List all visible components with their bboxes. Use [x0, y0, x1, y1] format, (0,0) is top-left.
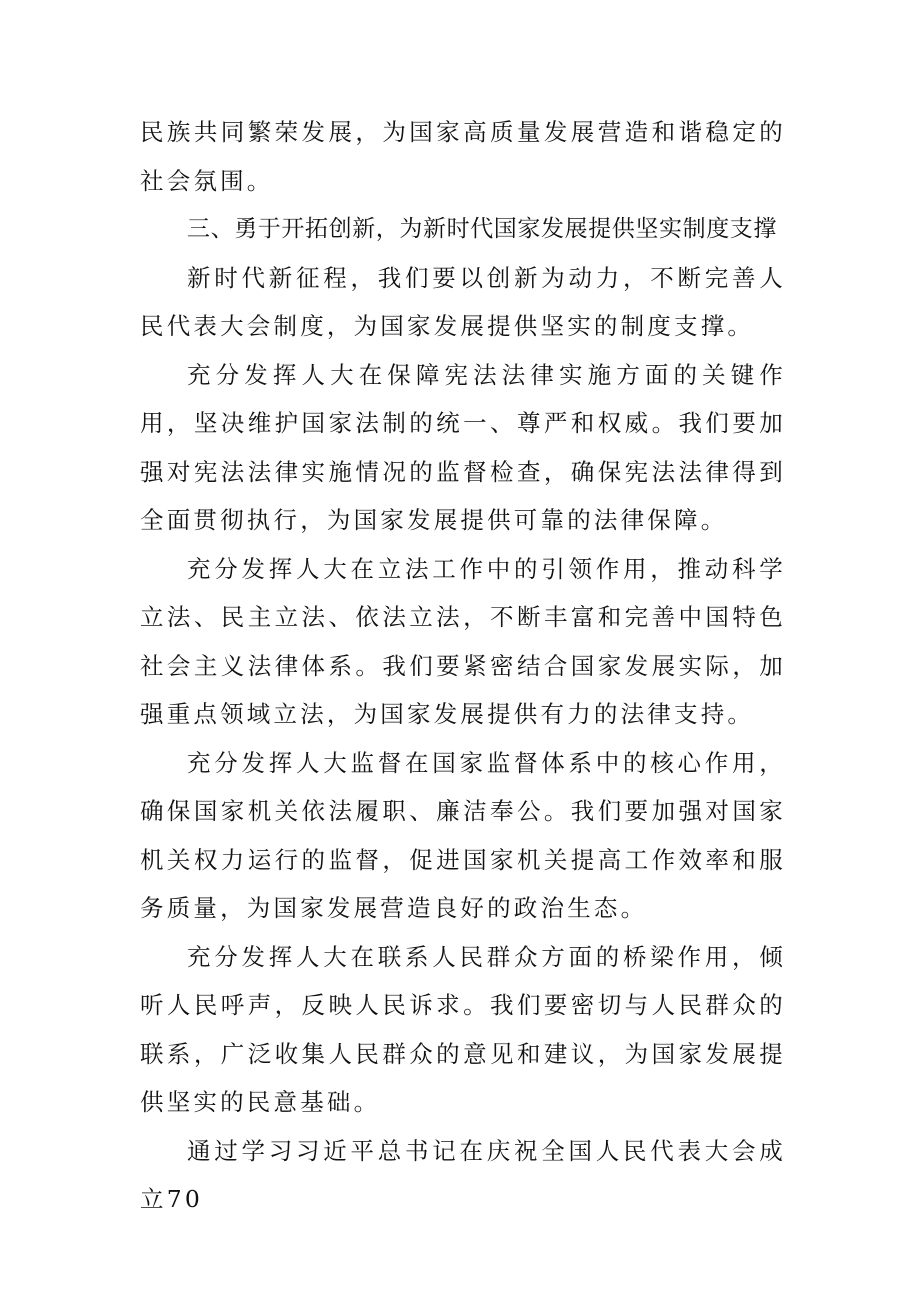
paragraph-constitution: 充分发挥人大在保障宪法法律实施方面的关键作用，坚决维护国家法制的统一、尊严和权威。我们要加强对宪法法律实施情况的监督检查，确保宪法法律得到全面贯彻执行，为国家发展提供可靠的法律保障。: [140, 360, 786, 534]
paragraph-intro: 新时代新征程，我们要以创新为动力，不断完善人民代表大会制度，为国家发展提供坚实的制度支撑。: [140, 263, 786, 340]
paragraph-people-liaison: 充分发挥人大在联系人民群众方面的桥梁作用，倾听人民呼声，反映人民诉求。我们要密切与人民群众的联系，广泛收集人民群众的意见和建议，为国家发展提供坚实的民意基础。: [140, 942, 786, 1116]
paragraph-continuation: 民族共同繁荣发展，为国家高质量发展营造和谐稳定的社会氛围。: [140, 118, 786, 195]
document-page: [140, 108, 786, 1224]
section-heading-3: 三、勇于开拓创新，为新时代国家发展提供坚实制度支撑: [187, 216, 777, 242]
paragraph-supervision: 充分发挥人大监督在国家监督体系中的核心作用，确保国家机关依法履职、廉洁奉公。我们要加强对国家机关权力运行的监督，促进国家机关提高工作效率和服务质量，为国家发展营造良好的政治生态。: [140, 748, 786, 922]
paragraph-legislation: 充分发挥人大在立法工作中的引领作用，推动科学立法、民主立法、依法立法，不断丰富和完善中国特色社会主义法律体系。我们要紧密结合国家发展实际，加强重点领域立法，为国家发展提供有力的法律支持。: [140, 554, 786, 728]
paragraph-closing-start: 通过学习习近平总书记在庆祝全国人民代表大会成立70: [140, 1136, 786, 1213]
